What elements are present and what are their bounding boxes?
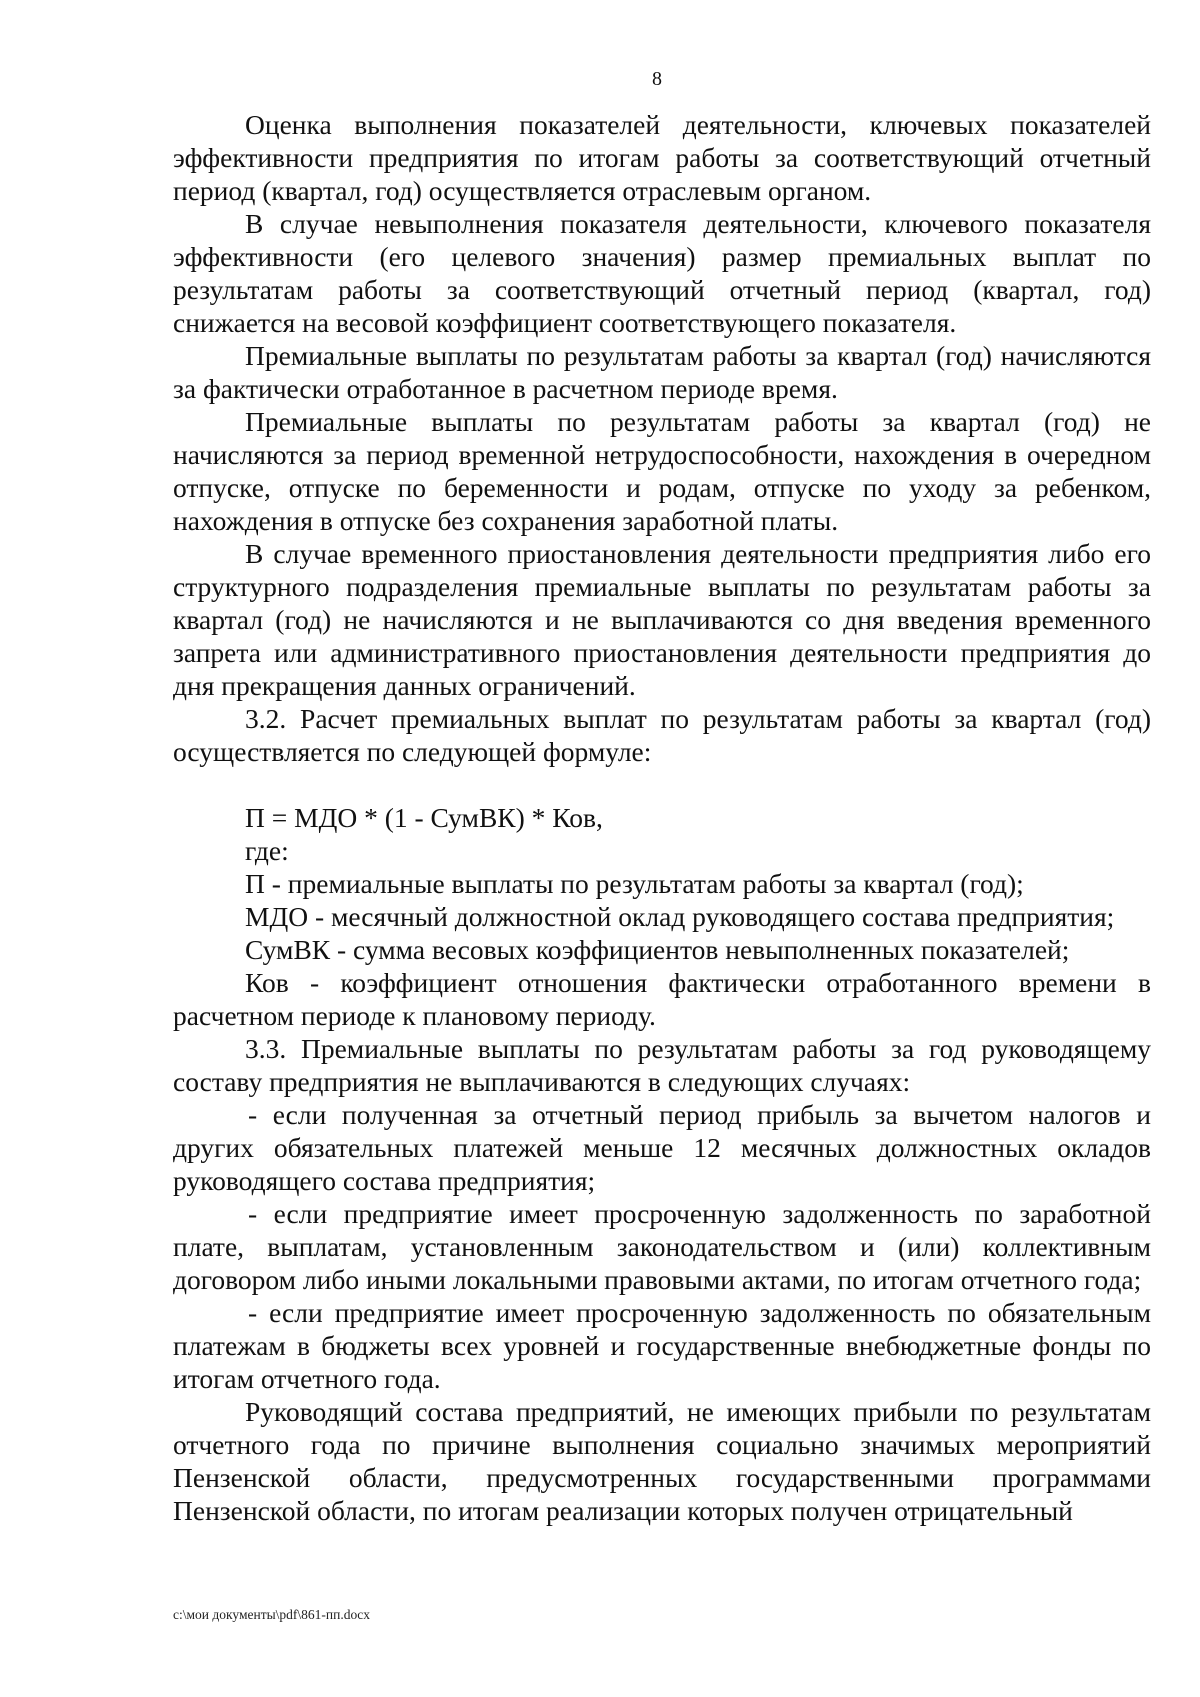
list-item-budget-debt: - если предприятие имеет просроченную задолженность по обязательным платежам в бюджеты всех уровней и государственные внебюджетные фонды по итогам отчетного года. [173, 1297, 1151, 1394]
definition-mdo: МДО - месячный должностной оклад руководящего состава предприятия; [245, 901, 1115, 932]
paragraph-no-accrual: Премиальные выплаты по результатам работы за квартал (год) не начисляются за период временной нетрудоспособности, нахождения в очередном отпуске, отпуске по беременности и родам, отпуске по уходу за ребенком, нахождения в отпуске без сохранения заработной платы. [173, 406, 1151, 536]
paragraph-suspension: В случае временного приостановления деятельности предприятия либо его структурного подразделения премиальные выплаты по результатам работы за квартал (год) не начисляются и не выплачиваются со дня введения временного запрета или административного приостановления деятельности предприятия до дня прекращения данных ограничений. [173, 538, 1151, 701]
list-item-profit: - если полученная за отчетный период прибыль за вычетом налогов и других обязательных платежей меньше 12 месячных должностных окладов руководящего состава предприятия; [173, 1099, 1151, 1196]
definition-p: П - премиальные выплаты по результатам работы за квартал (год); [245, 868, 1024, 899]
formula-block [173, 801, 1151, 1032]
page-number: 8 [652, 68, 662, 90]
paragraph-section-3-3: 3.3. Премиальные выплаты по результатам работы за год руководящему составу предприятия не выплачиваются в следующих случаях: [173, 1033, 1151, 1097]
paragraph-section-3-2: 3.2. Расчет премиальных выплат по результатам работы за квартал (год) осуществляется по следующей формуле: [173, 703, 1151, 767]
paragraph-assessment: Оценка выполнения показателей деятельности, ключевых показателей эффективности предприятия по итогам работы за соответствующий отчетный период (квартал, год) осуществляется отраслевым органом. [173, 109, 1151, 206]
definition-sumvk: СумВК - сумма весовых коэффициентов невыполненных показателей; [245, 934, 1070, 965]
formula-expression: П = МДО * (1 - СумВК) * Ков, [245, 802, 603, 833]
definition-kov: Ков - коэффициент отношения фактически отработанного времени в расчетном периоде к плановому периоду. [173, 967, 1151, 1031]
paragraph-accrual: Премиальные выплаты по результатам работы за квартал (год) начисляются за фактически отработанное в расчетном периоде время. [173, 340, 1151, 404]
document-body [173, 108, 1151, 1527]
footer-file-path: c:\мои документы\pdf\861-пп.docx [173, 1607, 370, 1622]
formula-where: где: [245, 835, 289, 866]
paragraph-nonfulfillment: В случае невыполнения показателя деятельности, ключевого показателя эффективности (его целевого значения) размер премиальных выплат по результатам работы за соответствующий отчетный период (квартал, год) снижается на весовой коэффициент соответствующего показателя. [173, 208, 1151, 338]
list-item-wage-debt: - если предприятие имеет просроченную задолженность по заработной плате, выплатам, установленным законодательством и (или) коллективным договором либо иными локальными правовыми актами, по итогам отчетного года; [173, 1198, 1151, 1295]
paragraph-management-no-profit: Руководящий состава предприятий, не имеющих прибыли по результатам отчетного года по причине выполнения социально значимых мероприятий Пензенской области, предусмотренных государственными программами Пензенской области, по итогам реализации которых получен отрицательный [173, 1396, 1151, 1526]
